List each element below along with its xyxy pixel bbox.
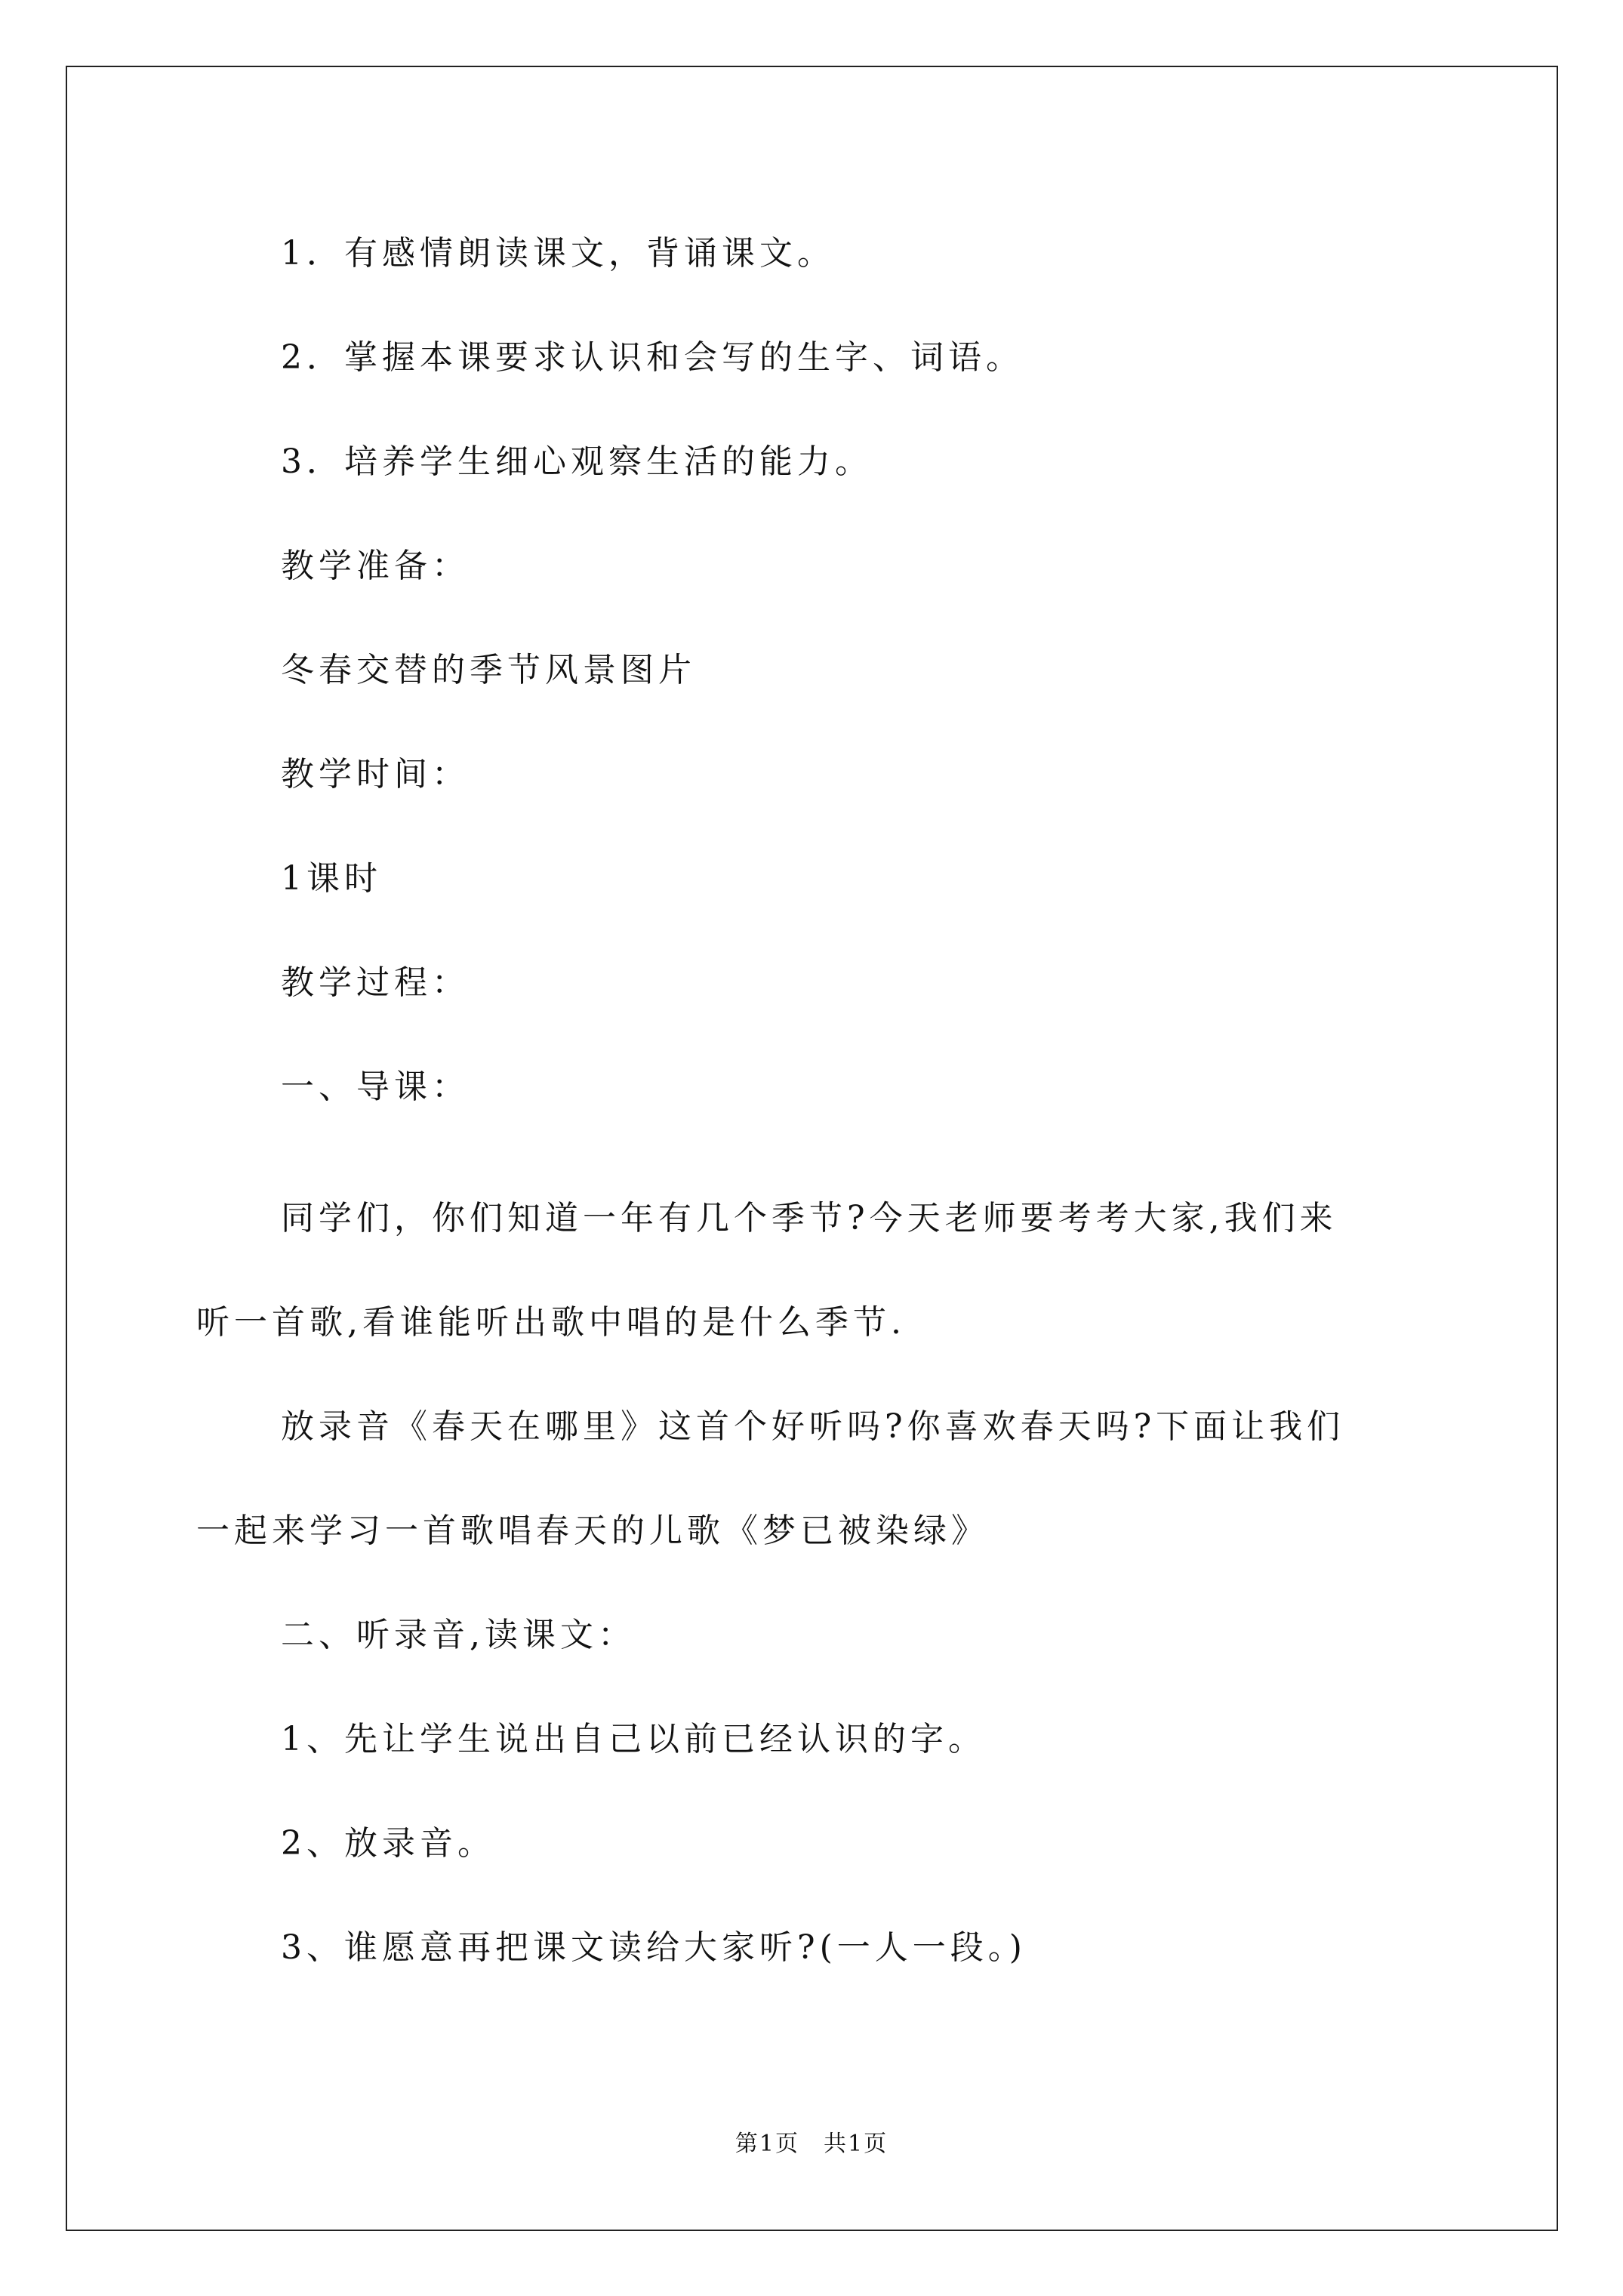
- text-line-step-2: 2、放录音。: [281, 1824, 495, 1863]
- text-line-step-3: 3、谁愿意再把课文读给大家听?(一人一段。): [281, 1928, 1027, 1967]
- text-line-objective-3: 3．培养学生细心观察生活的能力。: [281, 442, 873, 481]
- text-line-recording-2: 一起来学习一首歌唱春天的儿歌《梦已被染绿》: [196, 1512, 989, 1550]
- text-line-objective-1: 1．有感情朗读课文，背诵课文。: [281, 234, 835, 273]
- text-line-step-1: 1、先让学生说出自己以前已经认识的字。: [281, 1720, 986, 1758]
- heading-listen-read: 二、听录音,读课文：: [281, 1616, 636, 1654]
- heading-process: 教学过程：: [281, 963, 470, 1002]
- text-line-preparation: 冬春交替的季节风景图片: [281, 651, 696, 689]
- heading-preparation: 教学准备：: [281, 547, 470, 585]
- page-border: [66, 66, 1558, 2231]
- text-line-objective-2: 2．掌握本课要求认识和会写的生字、词语。: [281, 338, 1024, 377]
- text-line-intro-1: 同学们，你们知道一年有几个季节?今天老师要考考大家,我们来: [281, 1199, 1338, 1237]
- text-line-recording-1: 放录音《春天在哪里》这首个好听吗?你喜欢春天吗?下面让我们: [281, 1407, 1345, 1446]
- heading-time: 教学时间：: [281, 755, 470, 794]
- page-footer: 第1页 共1页: [735, 2131, 888, 2157]
- text-line-intro-2: 听一首歌,看谁能听出歌中唱的是什么季节.: [196, 1303, 906, 1342]
- heading-intro: 一、导课：: [281, 1068, 470, 1106]
- text-line-time: 1课时: [281, 859, 382, 898]
